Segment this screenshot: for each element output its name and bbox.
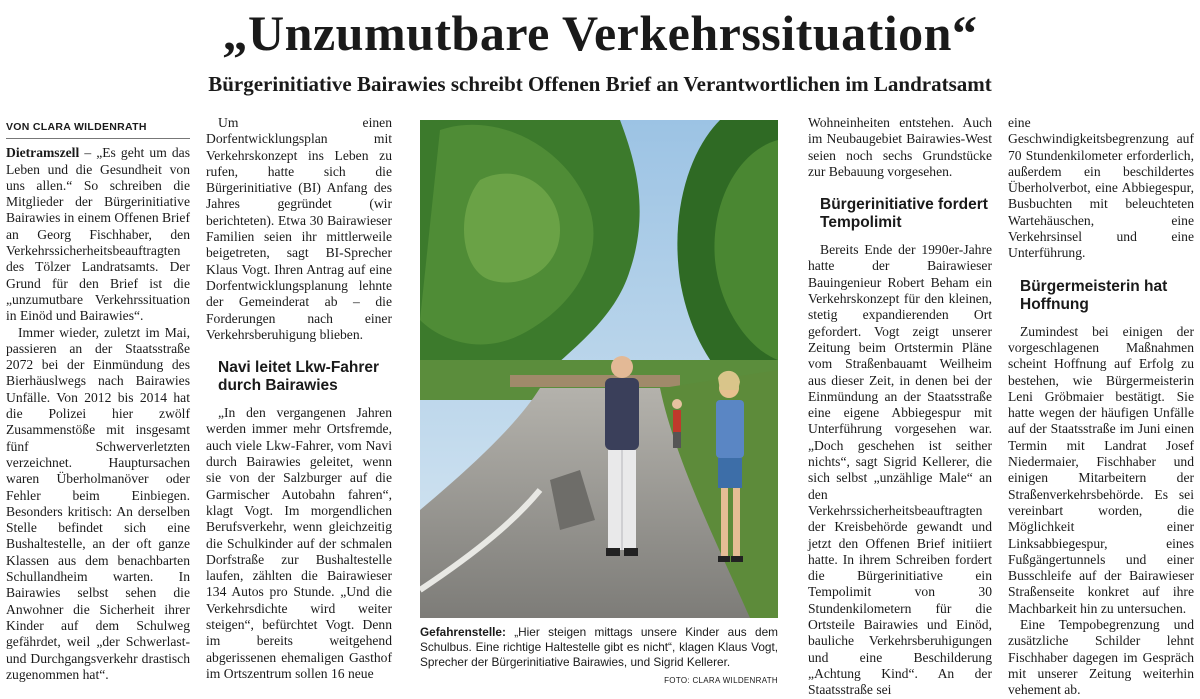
headline: „Unzumutbare Verkehrssituation“ [222, 5, 978, 61]
paragraph: eine Geschwindigkeitsbegrenzung auf 70 Stundenkilometer erforderlich, außerdem ein beschildertes Überholverbot, eine Abbiegespur, Busbuchten mit beleuchteten Wartehäuschen, eine Verkehrsinsel und eine Unterführung. [1008, 115, 1194, 261]
photo-illustration [420, 120, 778, 618]
article-photo [420, 120, 778, 618]
subheadline: Bürgerinitiative Bairawies schreibt Offenen Brief an Verantwortlichen im Landratsamt [208, 72, 992, 96]
section-subtitle: Bürgermeisterin hat Hoffnung [1020, 277, 1168, 313]
caption-text: „Hier steigen mittags unsere Kinder aus dem Schulbus. Eine richtige Haltestelle gibt es nicht“, klagen Klaus Vogt, Sprecher der Bürgerinitiative Bairawies, und Sigrid Kellerer. [420, 625, 778, 669]
caption-label: Gefahrenstelle: [420, 625, 506, 639]
section-subtitle: Bürgerinitiative fordert Tempolimit [820, 196, 988, 232]
article-column-2 [206, 115, 392, 682]
article-column-4 [1008, 115, 1194, 699]
article-column-3 [808, 115, 992, 699]
paragraph: Eine Tempobegrenzung und zusätzliche Schilder lehnt Fischhaber dagegen im Gespräch mit unserer Zeitung weiterhin vehement ab. [1008, 617, 1194, 698]
article-column-1 [6, 115, 190, 683]
paragraph: Um einen Dorfentwicklungsplan mit Verkehrskonzept ins Leben zu rufen, hatte sich die Bürgerinitiative (BI) Anfang des Jahres gegründet (wir berichteten). Etwa 30 Bairawieser Familien seien ihr mittlerweile beigetreten, sagt BI-Sprecher Klaus Vogt. Ihren Antrag auf eine Dorfentwicklungsplanung lehnte der Gemeinderat ab – die Forderungen nach einer Verkehrsberuhigung blieben. [206, 115, 392, 342]
paragraph: „In den vergangenen Jahren werden immer mehr Ortsfremde, auch viele Lkw-Fahrer, vom Navi durch Bairawies geleitet, wenn sie von der Salzburger auf die Garmischer Autobahn fahren“, klagt Vogt. Im morgendlichen Berufsverkehr, wenn gleichzeitig die Schulkinder auf der schmalen Dorfstraße zur Bushaltestelle laufen, zählten die Bairawieser 134 Autos pro Stunde. „Und die Verkehrsdichte wird weiter steigen“, befürchtet Vogt. Denn im bereits weitgehend abgerissenen ehemaligen Gasthof im Ortszentrum sollen 16 neue [206, 405, 392, 681]
paragraph: Wohneinheiten entstehen. Auch im Neubaugebiet Bairawies-West seien noch sechs Grundstücke zur Bebauung vorgesehen. [808, 115, 992, 179]
paragraph-text: – „Es geht um das Leben und die Gesundheit von uns allen.“ So schreiben die Mitglieder der Bürgerinitiative Bairawies in einem Offenen Brief an Georg Fischhaber, den Verkehrssicherheitsbeauftragten des Tölzer Landratsamts. Der Grund für den Brief ist die „unzumutbare Verkehrssituation in Einöd und Bairawies“. [6, 145, 190, 324]
byline: VON CLARA WILDENRATH [6, 115, 190, 139]
paragraph: Immer wieder, zuletzt im Mai, passieren an der Staatsstraße 2072 bei der Einmündung des Bierhäuslwegs nach Bairawies Unfälle. Von 2012 bis 2014 hat die Polizei hier zwölf Zusammenstöße mit insgesamt fünf Schwerverletzten verzeichnet. Hauptursachen waren Überholmanöver oder Fehler beim Einbiegen. Besonders kritisch: An derselben Stelle befindet sich eine Bushaltestelle, an der oft ganze Klassen aus dem benachbarten Schullandheim warten. In Bairawies selbst sehen die Anwohner die Sicherheit ihrer Kinder auf dem Schulweg gefährdet, weil „der Schwerlast- und Durchgangsverkehr drastisch zugenommen hat“. [6, 324, 190, 682]
paragraph: Zumindest bei einigen der vorgeschlagenen Maßnahmen scheint Hoffnung auf Erfolg zu bestehen, wie Bürgermeisterin Leni Gröbmaier bestätigt. Sie hatte wegen der häufigen Unfälle auf der Staatsstraße im Juni einen Termin mit Landrat Josef Niedermaier, Fischhaber und einigen Mitarbeitern der Straßenverkehrsbehörde. Es sei vereinbart worden, die Möglichkeit einer Linksabbiegespur, eines Fußgängertunnels und einer Busschleife auf der Bairawieser Straßenseite konkret auf ihre Machbarkeit hin zu untersuchen. [1008, 323, 1194, 616]
section-subtitle: Navi leitet Lkw-Fahrer durch Bairawies [218, 359, 380, 395]
paragraph: Bereits Ende der 1990er-Jahre hatte der Bairawieser Bauingenieur Robert Beham ein Verkehrskonzept für den kleinen, stetig expandierenden Ort gefordert. Vogt zeigt unserer Zeitung beim Ortstermin Pläne vom Straßenbauamt Weilheim aus dieser Zeit, in denen bei der Einmündung an der Staatsstraße eine eigene Abbiegespur mit Unterführung vorgesehen war. „Doch geschehen ist seither nichts“, sagt Sigrid Kellerer, die sich selbst „unzählige Male“ an den Verkehrssicherheitsbeauftragten der Kreisbehörde gewandt und jetzt den Offenen Brief initiiert hatte. In ihrem Schreiben fordert die Bürgerinitiative ein Tempolimit von 30 Stundenkilometern für die Ortsteile Bairawies und Einöd, bauliche Verkehrsberuhigungen und eine Beschilderung „Achtung Kind“. An der Staatsstraße sei [808, 242, 992, 698]
photo-credit: FOTO: CLARA WILDENRATH [664, 676, 778, 685]
photo-caption [420, 625, 778, 688]
dateline-place: Dietramszell [6, 145, 80, 161]
paragraph [6, 145, 190, 324]
